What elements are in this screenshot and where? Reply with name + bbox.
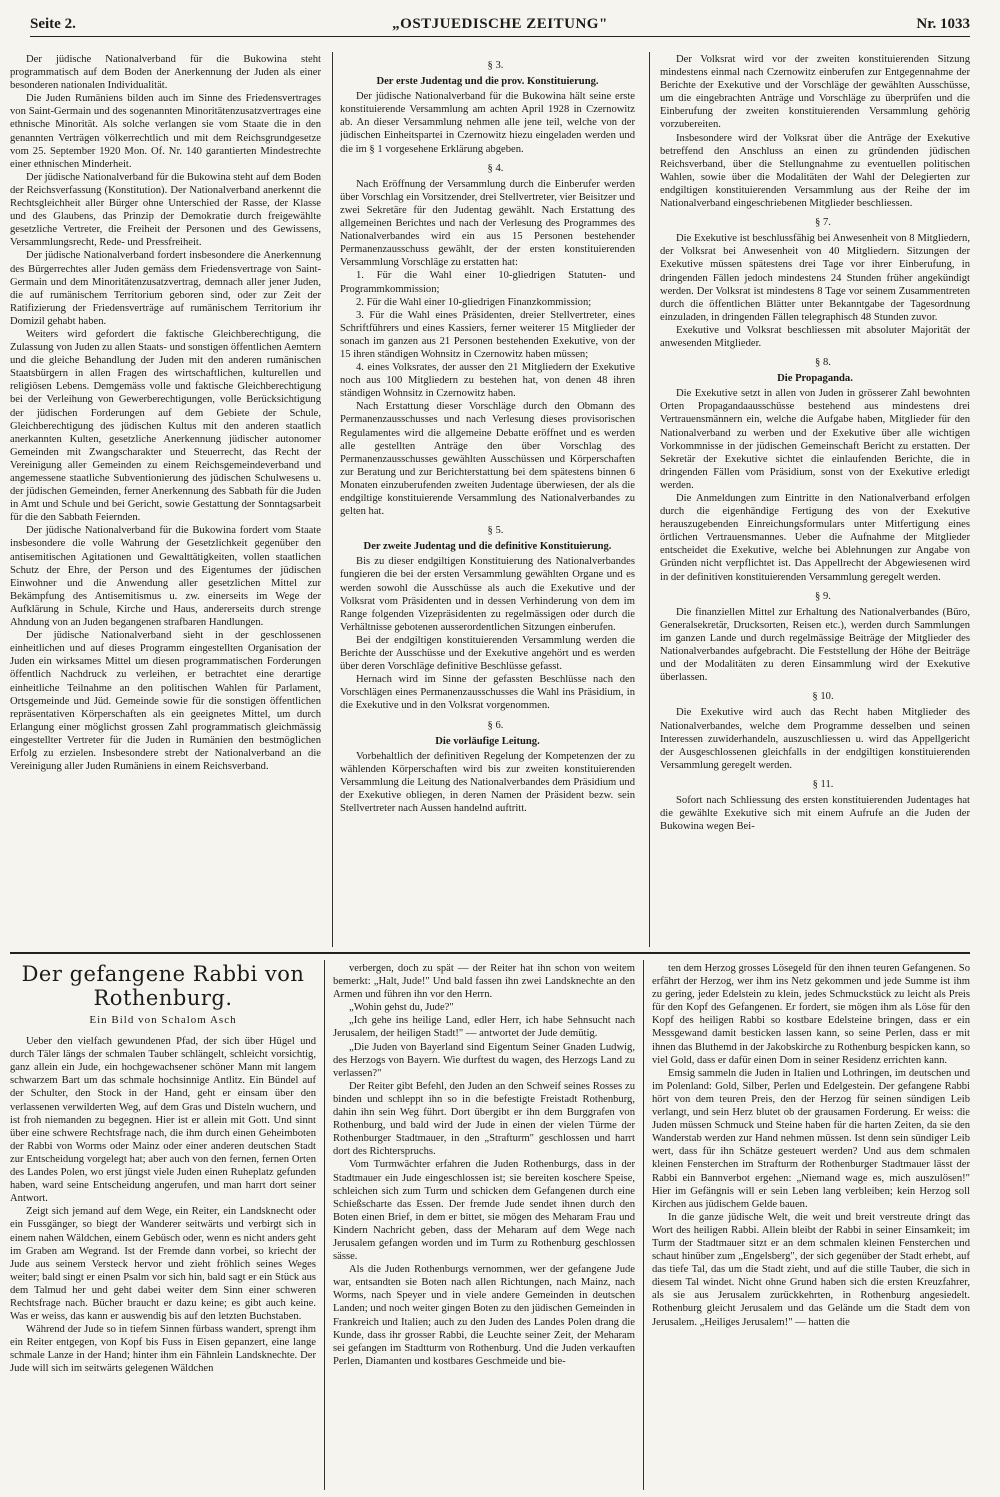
story-byline: Ein Bild von Schalom Asch [89, 1014, 237, 1026]
paragraph: Der jüdische Nationalverband fordert insbesondere die Anerkennung des Bürgerrechtes aller Juden gemäss dem Friedensvertrage von Saint-Germain und dem Minoritätenzusatzvertrag, demnach aller jener Juden, die auf rumänischem Territorium geboren sind, oder zur Zeit der Ratifizierung der Friedensverträge auf rumänischem Territorium ihr Domizil gehabt haben. [10, 250, 321, 327]
story-paragraph: Ueber den vielfach gewundenen Pfad, der sich über Hügel und durch Täler längs der schmalen Tauber schlängelt, schleicht vorsichtig, ganz allein ein Jude, ein hochgewachsener schöner Mann mit langem schwarzem Bart um das schmale hochsinnige Antlitz. Ein Bündel auf der Schulter, den Stock in der Hand, geht er einsam über den verlassenen verwilderten Weg, auf dem Gras und Disteln wuchern, und ist froh niemanden zu begegnen. Hier ist er allein mit Gott. Und sinnt über eine schwere Rechtsfrage nach, die ihm durch einen Geheimboten der Rabbi von Worms oder Mainz oder einer anderen deutschen Stadt zur Entscheidung vorgelegt hat; aber auch von den fernen, fernen Orten des Landes Polen, wo erst jüngst viele Juden einen Ruheplatz gefunden haben, ward seine Entscheidung angerufen, und man harrt dort seiner Antwort. [10, 1036, 316, 1205]
paragraph: Der jüdische Nationalverband für die Bukowina steht auf dem Boden der Reichsverfassung (Konstitution). Der Nationalverband anerkennt die Rechtsgleichheit aller Bürger ohne Unterschied der Rasse, der Klasse und des Glaubens, das Prinzip der Demokratie durch freigewählte gesetzliche Vertreter, die Freiheit der Personen und des Gewissens, Versammlungsrecht, Rede- und Pressfreiheit. [10, 171, 321, 249]
paragraph: Die Exekutive ist beschlussfähig bei Anwesenheit von 8 Mitgliedern, der Volksrat bei Anwesenheit von 40 Mitgliedern. Sitzungen der Exekutive müssen spätestens drei Tage vor ihrer Einberufung, in dringenden Fällen jedoch mindestens 24 Stunden früher angekündigt werden. Der Volksrat ist mindestens 8 Tage vor seinem Zusammentreten durch die öffentlichen Blätter unter Bekanntgabe der Tagesordnung einzuladen, in dringenden Fällen telegraphisch 48 Stunden zuvor. [660, 233, 970, 323]
page-number: Seite 2. [30, 16, 76, 32]
section-number: § 3. [487, 60, 504, 71]
paragraph: 4. eines Volksrates, der ausser den 21 Mitgliedern der Exekutive noch aus 100 Mitgliedern zu bestehen hat, von denen 48 ihren ständigen Wohnsitz in Czernowitz haben. [340, 362, 635, 400]
paragraph: Der jüdische Nationalverband für die Bukowina steht programmatisch auf dem Boden der Anerkennung der Juden als einer besonderen nationalen Individualität. [10, 54, 321, 92]
paragraph: Die finanziellen Mittel zur Erhaltung des Nationalverbandes (Büro, Generalsekretär, Drucksorten, Reisen etc.), werden durch Sammlungen im ganzen Lande und durch regelmässige Beiträge der Mitglieder des Nationalverbandes aufgebracht. Die Feststellung der Höhe der Beiträge und der Modalitäten zu deren Einsammlung wird der Exekutive überlassen. [660, 606, 970, 684]
paragraph: Die Juden Rumäniens bilden auch im Sinne des Friedensvertrages von Saint-Germain und des sogenannten Minoritätenzusatzvertrages eine ethnische Minorität. Als solche verlangen sie vom Staate die in den genannten Verträgen völkerrechtlich und mit dem Reichsgrundgesetze vom 25. September 1920 Mon. Of. Nr. 140 garantierten Mindestrechte einer ethnischen Minderheit. [10, 93, 321, 170]
section-heading: Der erste Judentag und die prov. Konstituierung. [376, 76, 599, 88]
paragraph: Der jüdische Nationalverband sieht in der geschlossenen einheitlichen und auf dieses Programm eingestellten Organisation der Juden ein wirksames Mittel um diesen programmatischen Forderungen öffentlich Nachdruck zu verleihen, er betrachtet eine derartige einheitliche Teilnahme an den politischen Wahlen für Parlament, Ortsgemeinde und Jüd. Gemeinde sowie für die sonstigen öffentlichen repräsentativen Körperschaften als ein geeignetes Mittel, um durch Erlangung einer möglichst grossen Zahl programmatisch gleichmässig eingestellter Vertreter für die Juden in Rumänien den bestmöglichen Erfolg zu erzielen. Insbesondere strebt der Nationalverband an die Vereinigung aller Juden Rumäniens in einem Reichsverband. [10, 630, 321, 773]
story-paragraph: Als die Juden Rothenburgs vernommen, wer der gefangene Jude war, entsandten sie Boten nach allen Richtungen, nach Mainz, nach Worms, nach Speyer und in viele andere Gemeinden in deutschen Landen; und noch weiter gingen Boten zu den jüdischen Gemeinden in Frankreich und Italien; auch zu den Juden des Landes Polen drang die Kunde, dass ihr grosser Rabbi, die Leuchte seiner Zeit, der Meharam sei gefangen im Stadtturm von Rothenburg. Und die Juden verkauften Perlen, Diamanten und kostbares Geschmeide und bie- [333, 1264, 635, 1367]
statute-column-2 [340, 53, 635, 943]
paragraph: Hernach wird im Sinne der gefassten Beschlüsse nach den Vorschlägen eines Permanenzausschusses die Wahl ins Präsidium, in die Exekutive und in den Volksrat vorgenommen. [340, 674, 635, 712]
story-paragraph: In die ganze jüdische Welt, die weit und breit verstreute dringt das Wort des heiligen Rabbi. Allein bleibt der Rabbi in seiner Einsamkeit; im Turm der Stadtmauer sitzt er an dem schmalen kleinen Fensterchen und schaut hinüber zum „Engelsberg", der sich gegenüber der Stadt erhebt, auf das tiefe Tal, das um die Stadt zieht, und auf die stille Tauber, die sich in diesem Tal windet. Nicht ohne Grund haben sich die ersten Kreuzfahrer, als sie aus Jerusalem zurückkehrten, in Rothenburg angesiedelt. Rothenburg gleicht Jerusalem und das Gelände um die Stadt dem von Jerusalem. „Heiliges Jerusalem!" — hatten die [652, 1211, 970, 1328]
page-header [30, 14, 970, 37]
column-divider [324, 960, 325, 1490]
paragraph: Die Exekutive setzt in allen von Juden in grösserer Zahl bewohnten Orten Propagandaausschüsse bestehend aus mindestens drei Vertrauensmännern ein, welche die Aufgabe haben, Mitglieder für den Nationalverband zu werben und der Exekutive über alle wichtigen Vorkommnisse in der jüdischen Gemeinschaft Bericht zu erstatten. Der Sekretär der Exekutive sichtet die einlaufenden Berichte, die in dringenden Fällen vom Präsidium, sonst von der Exekutive erledigt werden. [660, 388, 970, 491]
story-paragraph: „Die Juden von Bayerland sind Eigentum Seiner Gnaden Ludwig, des Herzogs von Bayern. Wie durftest du wagen, des Herzogs Land zu verlassen?" [333, 1041, 635, 1079]
section-number: § 10. [812, 691, 834, 703]
column-divider [643, 960, 644, 1490]
paragraph: Exekutive und Volksrat beschliessen mit absoluter Majorität der anwesenden Mitglieder. [660, 324, 970, 349]
paragraph: Bei der endgiltigen konstituierenden Versammlung werden die Berichte der Ausschüsse und der Exekutive angehört und es werden über deren Vorschläge definitive Beschlüsse gefasst. [340, 634, 635, 673]
paragraph: Der jüdische Nationalverband für die Bukowina fordert vom Staate insbesondere die volle Wahrung der Gesetzlichkeit gegenüber den antisemitischen Agitationen und Gewalttätigkeiten, vollen staatlichen Schutz der Ehre, der Person und des Eigentumes der jüdischen Einwohner und die Anwendung aller gesetzlichen Mittel zur Bekämpfung des Antisemitismus u. zw. einerseits im Wege der Aufklärung in Schule, Kirche und Haus, andererseits durch strenge Ahndung von an Juden begangenen strafbaren Handlungen. [10, 525, 321, 629]
section-heading: Die vorläufige Leitung. [435, 735, 540, 747]
story-paragraph: Während der Jude so in tiefem Sinnen fürbass wandert, sprengt ihm ein Reiter entgegen, von Kopf bis Fuss in Eisen gepanzert, eine lange schmale Lanze in der Hand; hinter ihm ein Fähnlein Landsknechte. Der Jude will sich im seitwärts gelegenen Wäldchen [10, 1324, 316, 1375]
story-paragraph: „Wohin gehst du, Jude?" [349, 1002, 454, 1014]
statute-column-3 [660, 53, 970, 943]
story-title: Der gefangene Rabbi von Rothenburg. [21, 962, 305, 1010]
paragraph: Der jüdische Nationalverband für die Bukowina hält seine erste konstituierende Versammlung am achten April 1928 in Czernowitz ab. An dieser Versammlung nehmen alle jene teil, welche von der jüdischen Einheitspartei in Czernowitz hiezu eingeladen werden und die im § 1 vorgesehene Erklärung abgeben. [340, 91, 635, 155]
paragraph: Die Exekutive wird auch das Recht haben Mitglieder des Nationalverbandes, welche dem Programme desselben und seinen Interessen zuwiderhandeln, auszuschliessen u. wird das Appellgericht der Ausgeschlossenen gleichfalls in der endgiltigen konstituierenden Versammlung geregelt werden. [660, 707, 970, 771]
section-heading: Die Propaganda. [777, 373, 853, 385]
paragraph: Vorbehaltlich der definitiven Regelung der Kompetenzen der zu wählenden Körperschaften wird bis zur zweiten konstituierenden Versammlung die Leitung des Nationalverbandes dem Präsidium und der Exekutive obliegen, in deren Namen der Präsident bezw. sein Stellvertreter nach Aussen handelnd auftritt. [340, 750, 635, 815]
story-paragraph: Zeigt sich jemand auf dem Wege, ein Reiter, ein Landsknecht oder ein Fussgänger, so biegt der Wanderer seitwärts und verbirgt sich in einem nahen Wäldchen, einem Gebüsch oder, wenn es nicht anders geht im Graben am Wegrand. Ist der Fremde dann vorbei, so kriecht der Jude aus seinem Versteck hervor und zieht fröhlich seines Weges weiter; bald singt er einen Psalm vor sich hin, bald sagt er ein Stück aus dem Talmud her und geht dabei weiter dem Sinn einer schweren Rechtsfrage nach. Bücher braucht er dazu keine; es gibt auch keine. Was er weiss, das kann er auswendig bis auf den letzten Buchstaben. [10, 1206, 316, 1323]
paragraph: Die Anmeldungen zum Eintritte in den Nationalverband erfolgen durch die eigenhändige Fertigung des von der Exekutive herauszugebenden Einreichungsformulars unter Mitfertigung eines örtlichen Vertrauensmannes. Ueber die Aufnahme der Mitglieder entscheidet die Exekutive, welche bei Ablehnungen zur Angabe von Gründen nicht verpflichtet ist. Das Appellrecht der Abgewiesenen wird in der definitiven konstituierenden Versammlung geregelt werden. [660, 493, 970, 583]
column-divider [332, 52, 333, 947]
story-paragraph: Der Reiter gibt Befehl, den Juden an den Schweif seines Rosses zu binden und schleppt ihn so in die befestigte Freistadt Rothenburg, dahin ihn sein Weg führt. Dort übergibt er ihn dem Burggrafen von Rothenburg, und bald wird der Jude in einen der vielen Türme der Rothenburger Stadtmauer, in den „Strafturm" geschlossen und harrt dort des Richterspruchs. [333, 1080, 635, 1158]
paragraph: Der Volksrat wird vor der zweiten konstituierenden Sitzung mindestens einmal nach Czernowitz einberufen zur Entgegennahme der Berichte der Exekutive und der Vorschläge der gewählten Ausschüsse, um die eingebrachten Anträge und Vorschläge zu überprüfen und die Einberufung der zweiten konstituierenden Versammlung gehörig vorzubereiten. [660, 54, 970, 131]
paragraph: Weiters wird gefordert die faktische Gleichberechtigung, die Zulassung von Juden zu allen Staats- und sonstigen öffentlichen Aemtern und die gleiche Behandlung der Juden mit den anderen rumänischen Staatsbürgern in allen Fragen des wirtschaftlichen, kulturellen und religiösen Lebens. Demgemäss volle und faktische Gleichberechtigung bei der Verleihung von Gewerberechtigungen, volle Berücksichtigung der jüdischen Forderungen auf dem Gebiete der Schule, Gleichberechtigung des jüdischen Kultus mit den anderen staatlich anerkannten Kulten, gesetzliche Anerkennung jüdischer autonomer Gemeinden mit Zwangscharakter und Steuerrecht, das Recht der Vereinigung aller Gemeinden zu einem Reichsgemeindeverband und angemessene staatliche Subventionierung des jüdischen Schulwesens u. der jüdischen Gemeinden, ferner Anerkennung des Sabbath für die Juden in Amt und Schule und bei Gericht, sowie Gestattung der Sonntagsarbeit für die den Sabbath Feiernden. [10, 328, 321, 524]
paragraph: Bis zu dieser endgiltigen Konstituierung des Nationalverbandes fungieren die bei der ersten Versammlung gewählten Organe und es werden sowohl die Ausschüsse als auch die Exekutive und der Volksrat vom Präsidenten und in dessen Verhinderung von dem im Range folgenden Vizepräsidenten zu regelmässigen oder durch die Verhältnisse gebotenen ausserordentlichen Sitzungen einberufen. [340, 556, 635, 633]
section-heading: Der zweite Judentag und die definitive Konstituierung. [363, 541, 612, 553]
section-number: § 5. [487, 525, 504, 537]
story-paragraph: „Ich gehe ins heilige Land, edler Herr, ich habe Sehnsucht nach Jerusalem, der heiligen Stadt!" — antwortet der Jude demütig. [333, 1015, 635, 1040]
paragraph: Nach Eröffnung der Versammlung durch die Einberufer werden über Vorschlag ein Vorsitzender, drei Stellvertreter, vier Beisitzer und zwei Sekretäre für den Judentag gewählt. Nach Erstattung des allgemeinen Berichtes und nach der Verlesung des Programmes des Nationalverbandes wird ein aus 15 Personen bestehender Permanenzausschuss gewählt, der der ersten konstituierenden Versammlung Vorschläge zu erstatten hat: [340, 178, 635, 269]
story-paragraph: verbergen, doch zu spät — der Reiter hat ihn schon von weitem bemerkt: „Halt, Jude!" Und bald fassen ihn zwei Landsknechte an den Armen und führen ihn vor den Herrn. [333, 963, 635, 1001]
section-number: § 4. [487, 162, 504, 174]
section-number: § 9. [815, 590, 831, 602]
paragraph: 1. Für die Wahl einer 10-gliedrigen Statuten- und Programmkommission; [340, 270, 635, 295]
column-divider [649, 52, 650, 947]
paragraph: Sofort nach Schliessung des ersten konstituierenden Judentages hat die gewählte Exekutive sich mit einem Aufrufe an die Juden der Bukowina wegen Bei- [660, 794, 970, 833]
paragraph: 3. Für die Wahl eines Präsidenten, dreier Stellvertreter, eines Schriftführers und eines Kassiers, ferner weiterer 15 Mitglieder der sonach im ganzen aus 21 Personen bestehenden Exekutive, von der 15 ihren ständigen Wohnsitz in Czernowitz haben müssen; [340, 309, 635, 360]
story-paragraph: Vom Turmwächter erfahren die Juden Rothenburgs, dass in der Stadtmauer ein Jude eingeschlossen ist; sie bereiten koschere Speise, schleichen sich zum Turm und schicken dem Gefangenen durch eine Schießscharte das Essen. Der fremde Jude sendet ihnen durch den Boten einen Brief, in dem er bittet, sie mögen des Meharam Frau und Kindern Nachricht geben, dass der Meharam auf dem Wege nach Jerusalem gefangen worden und im Turm zu Rothenburg geschlossen sässe. [333, 1159, 635, 1263]
paragraph: 2. Für die Wahl einer 10-gliedrigen Finanzkommission; [356, 296, 592, 308]
section-number: § 8. [815, 357, 831, 369]
issue-number: Nr. 1033 [916, 16, 970, 32]
story-paragraph: ten dem Herzog grosses Lösegeld für den ihnen teuren Gefangenen. So erfährt der Herzog, wer ihm ins Netz gekommen und jede Summe ist ihm zu gering, jeder Edelstein zu klein, jedes Schmuckstück zu leicht als Preis für den Kopf des Gefangenen. Er fordert, sie mögen ihm als Löse für den Kopf des heiligen Rabbi so kostbare Edelsteine bringen, dass er ein Messgewand damit besticken lassen kann, so seine Perlen, dass er mit ihnen das Bluthemd in der Jakobskirche zu Rothenburg bespicken kann, so viel Gold, dass er dafür einen Dom in seiner Residenz errichten kann. [652, 963, 970, 1066]
story-column-1 [10, 962, 316, 1490]
paragraph: Insbesondere wird der Volksrat über die Anträge der Exekutive betreffend den Anschluss an einen zu gründenden jüdischen Reichsverband, über die Stellungnahme zu eventuellen politischen Wahlen, sowie über die Modalitäten der Wahl der Delegierten zur endgiltigen konstituierenden Versammlung aus der Reihe der im Nationalverband eingeschriebenen Mitglieder beschliessen. [660, 132, 970, 210]
story-paragraph: Emsig sammeln die Juden in Italien und Lothringen, im deutschen und im Polenland: Gold, Silber, Perlen und Edelgestein. Der gefangene Rabbi hört von dem teuren Preis, den der Herzog für seinen sündigen Leib verlangt, und sein Herz blutet ob der grausamen Forderung. Er weiss: die Juden müssen Schmuck und Steine haben für die harten Zeiten, da sie den Wanderstab werden zur Hand nehmen müssen. Ist denn sein sündiger Leib wert, dass für ihn Schätze gesteuert werden? Und aus dem schmalen kleinen Fensterchen im Strafturm der Rothenburger Stadtmauer lässt der Rabbi ein Bannverbot ergehen: „Niemand wage es, mich auszulösen!" Hier im Gefängnis will er sein Leben lang verbleiben; kein Herzog soll Kirchen aus jüdischem Gelde bauen. [652, 1067, 970, 1210]
newspaper-title: „OSTJUEDISCHE ZEITUNG" [392, 16, 608, 32]
statute-column-1 [10, 53, 321, 943]
paragraph: Nach Erstattung dieser Vorschläge durch den Obmann des Permanenzausschusses und nach Verlesung dieses provisorischen Regulamentes wird die allgemeine Debatte eröffnet und es werden alle gestellten Anträge den über Vorschlag des Permanenzausschusses gewählten Ausschüssen und Körperschaften zur Beratung und zur Berichterstattung bei dem spätestens binnen 6 Monaten einzuberufenden zweiten Judentage überwiesen, der als die endgiltige konstituierende Versammlung des Nationalverbandes zu gelten hat. [340, 401, 635, 518]
section-number: § 11. [812, 778, 834, 790]
section-divider [10, 952, 970, 954]
story-column-3 [652, 962, 970, 1490]
section-number: § 7. [815, 217, 831, 229]
section-number: § 6. [487, 719, 504, 731]
story-column-2 [333, 962, 635, 1490]
